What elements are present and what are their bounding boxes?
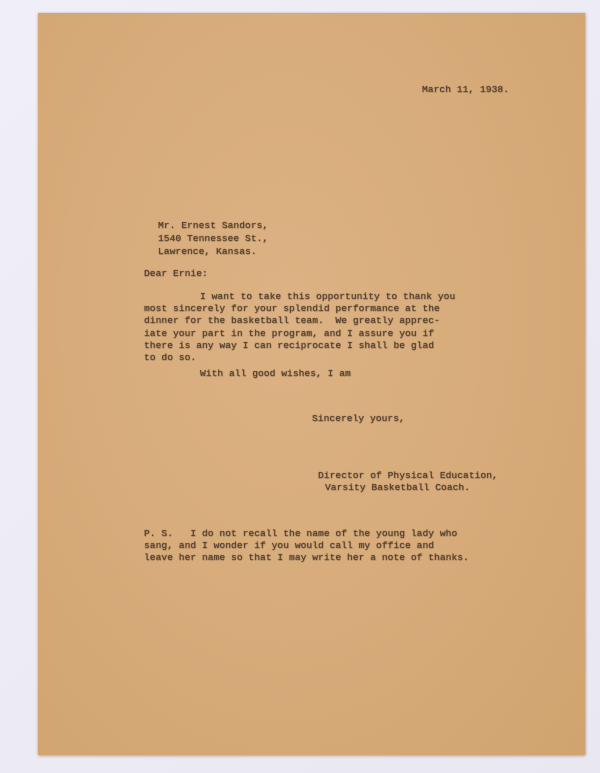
letter-date: March 11, 1938. — [422, 84, 510, 95]
body-line: dinner for the basketball team. We greatly apprec- — [144, 315, 440, 327]
postscript-line: sang, and I wonder if you would call my office and — [144, 540, 435, 552]
body-paragraph — [144, 291, 455, 364]
body-line: most sincerely for your splendid performance at the — [144, 303, 440, 315]
postscript-line: P. S. I do not recall the name of the young lady who — [144, 528, 458, 539]
signature-title-2: Varsity Basketball Coach. — [325, 482, 471, 494]
recipient-address-block — [158, 220, 268, 258]
salutation: Dear Ernie: — [144, 268, 208, 279]
recipient-city: Lawrence, Kansas. — [158, 245, 257, 257]
closing-line: With all good wishes, I am — [200, 368, 351, 379]
letter-paper — [38, 13, 585, 755]
recipient-name: Mr. Ernest Sandors, — [158, 220, 269, 231]
postscript-line: leave her name so that I may write her a note of thanks. — [144, 552, 469, 564]
signature-title-1: Director of Physical Education, — [318, 470, 498, 481]
body-line: I want to take this opportunity to thank you — [200, 291, 456, 302]
signoff: Sincerely yours, — [312, 413, 405, 424]
signature-block — [318, 470, 498, 494]
body-line: to do so. — [144, 352, 197, 364]
postscript-block — [144, 528, 469, 565]
recipient-street: 1540 Tennessee St., — [158, 232, 269, 244]
body-line: there is any way I can reciprocate I shall be glad — [144, 339, 435, 351]
body-line: iate your part in the program, and I assure you if — [144, 327, 435, 339]
